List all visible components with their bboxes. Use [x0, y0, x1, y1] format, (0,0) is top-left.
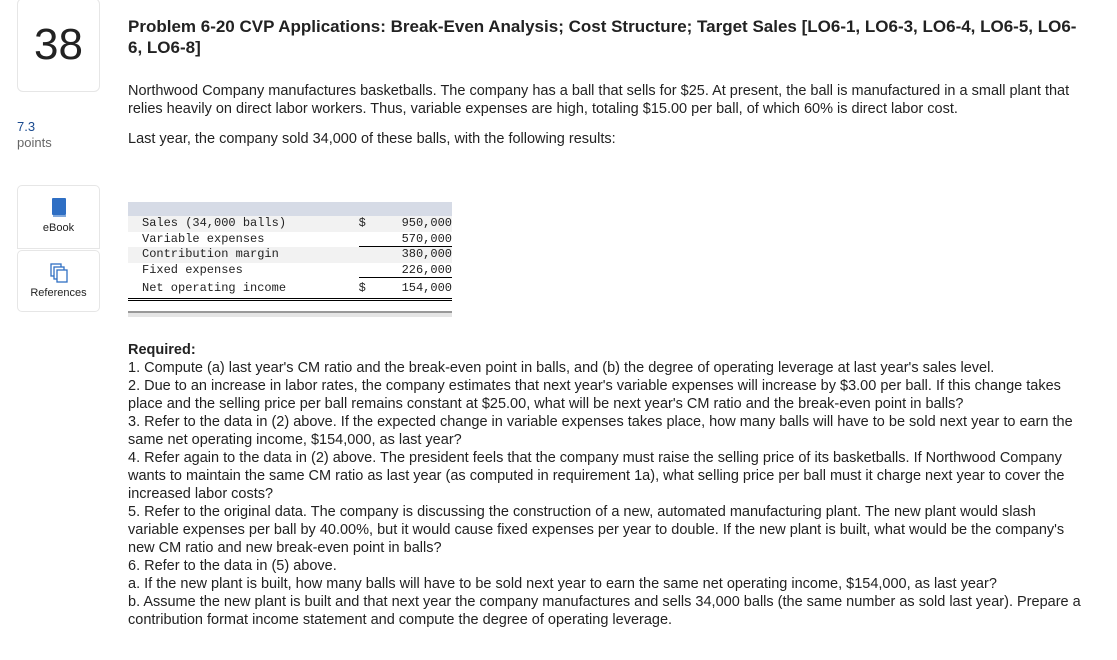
cell-label: Fixed expenses — [142, 262, 243, 277]
ebook-button[interactable] — [17, 185, 100, 249]
table-row — [128, 263, 452, 279]
required-item: 6. Refer to the data in (5) above. — [128, 558, 337, 574]
problem-title: Problem 6-20 CVP Applications: Break-Even Analysis; Cost Structure; Target Sales [LO6-1, LO6-3, LO6-4, LO6-5, LO6-6, LO6-8] — [128, 17, 1077, 57]
references-label: References — [30, 287, 87, 299]
required-section — [128, 341, 1088, 629]
required-item: b. Assume the new plant is built and that next year the company manufactures and sells 34,000 balls (the same number as sold last year). Prepare a contribution format income statement and compute the degree of operating leverage. — [128, 594, 1081, 628]
cell-label: Sales (34,000 balls) — [142, 216, 287, 230]
intro-text: Northwood Company manufactures basketballs. The company has a ball that sells for $25. At present, the ball is manufactured in a small plant that relies heavily on direct labor workers. Thus, variable expenses are high, totaling $15.00 per ball, of which 60% is direct labor cost. — [128, 83, 1070, 117]
income-statement-table — [128, 202, 452, 317]
table-row — [128, 247, 452, 263]
table-footer — [128, 311, 452, 317]
required-item: 1. Compute (a) last year's CM ratio and the break-even point in balls, and (b) the degree of operating leverage at last year's sales level. — [128, 360, 995, 376]
cell-cur — [359, 232, 383, 248]
lead-text: Last year, the company sold 34,000 of these balls, with the following results: — [128, 131, 616, 147]
required-item: 3. Refer to the data in (2) above. If the expected change in variable expenses takes place, how many balls will have to be sold next year to earn the same net operating income, $154,000, as last year? — [128, 414, 1073, 448]
cell-label: Net operating income — [142, 281, 287, 295]
table-row — [128, 216, 452, 232]
cell-cur: $ — [358, 281, 366, 295]
cell-cur — [359, 247, 383, 263]
cell-amt: 380,000 — [401, 247, 452, 261]
cell-amt: 570,000 — [382, 232, 452, 248]
required-heading: Required: — [128, 342, 196, 358]
table-row — [128, 278, 452, 301]
points — [17, 119, 52, 151]
cell-label: Contribution margin — [142, 247, 279, 261]
cell-amt: 226,000 — [382, 263, 452, 279]
cell-amt: 154,000 — [401, 281, 452, 295]
required-item: 4. Refer again to the data in (2) above. The president feels that the company must raise the selling price of its basketballs. If Northwood Company wants to maintain the same CM ratio as last year (as computed in requirement 1a), what selling price per ball must it charge next year to cover the increased labor costs? — [128, 450, 1065, 502]
ebook-label: eBook — [42, 222, 75, 234]
points-label: points — [17, 135, 52, 150]
required-item: 5. Refer to the original data. The company is discussing the construction of a new, automated manufacturing plant. The new plant would slash variable expenses per ball by 40.00%, but it would cause fixed expenses per year to double. If the new plant is built, what would be the company's new CM ratio and new break-even point in balls? — [128, 504, 1065, 556]
points-value: 7.3 — [17, 119, 36, 134]
question-number: 38 — [17, 0, 100, 92]
cell-cur: $ — [358, 216, 366, 230]
table-header — [128, 202, 452, 216]
required-item: 2. Due to an increase in labor rates, the company estimates that next year's variable expenses will increase by $3.00 per ball. If this change takes place and the selling price per ball remains constant at $25.00, what will be next year's CM ratio and the break-even point in balls? — [128, 378, 1061, 412]
cell-cur — [359, 263, 383, 279]
cell-amt: 950,000 — [401, 216, 452, 230]
required-item: a. If the new plant is built, how many balls will have to be sold next year to earn the same net operating income, $154,000, as last year? — [128, 576, 997, 592]
cell-label: Variable expenses — [142, 231, 265, 246]
references-icon — [50, 263, 68, 283]
book-icon — [51, 198, 67, 218]
table-row — [128, 232, 452, 248]
references-button[interactable] — [17, 250, 100, 312]
